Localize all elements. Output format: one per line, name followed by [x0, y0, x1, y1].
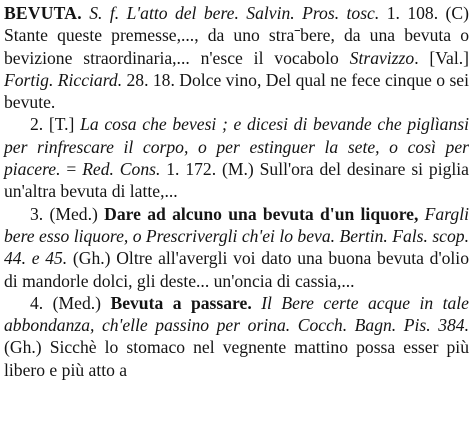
- sense-3-citation: (Gh.) Oltre all'avergli voi dato una buona bevuta d'olio di mandorle dolci, gli deste... un'oncia di cassia,...: [4, 248, 469, 291]
- sense-2-sep: =: [60, 159, 83, 180]
- sense-1-paragraph: [4, 2, 469, 113]
- sense-3-paragraph: [4, 203, 469, 292]
- sense-3-source: Bertin. Fals. scop. 44. e 45.: [4, 225, 469, 269]
- sense-4-paragraph: [4, 292, 469, 381]
- sense-1-definition: L'atto del bere. Salvin. Pros. tosc.: [119, 3, 380, 23]
- sense-4-phrase: Bevuta a passare.: [110, 292, 252, 313]
- sense-3-definition: Fargli bere esso liquore, o Prescrivergli ch'ei lo beva.: [4, 203, 469, 246]
- sense-3-phrase: Dare ad alcuno una bevuta d'un liquore,: [104, 203, 419, 224]
- sense-1-citation-c: 28. 18. Dolce vino, Del qual ne fece cinque o sei bevute.: [4, 69, 469, 113]
- sense-4-number: 4. (Med.): [30, 292, 111, 313]
- sense-2-citation: 1. 172. (M.) Sull'ora del desinare si piglia un'altra bevuta di latte,...: [4, 159, 469, 202]
- sense-4-citation: (Gh.) Sicchè lo stomaco nel vegnente mattino possa esser più libero e più atto a: [4, 337, 469, 380]
- sense-2-paragraph: [4, 113, 469, 202]
- sense-1-source: Fortig. Ricciard.: [4, 69, 123, 90]
- sense-2-number: 2. [T.]: [30, 114, 81, 135]
- sense-3-number: 3. (Med.): [30, 203, 105, 224]
- sense-1-cited-word: Stravizzo: [349, 47, 415, 68]
- part-of-speech: S. f.: [81, 3, 120, 23]
- sense-2-source: Red. Cons.: [82, 159, 161, 180]
- headword: BEVUTA.: [4, 3, 82, 23]
- sense-2-definition: La cosa che bevesi ; e dicesi di bevande che piglìansi per rinfrescare il corpo, o per estinguer la sete, o così per piacere.: [4, 114, 469, 180]
- sense-1-citation-b: . [Val.]: [414, 47, 470, 68]
- sense-4-source: Cocch. Bagn. Pis. 384.: [290, 315, 469, 336]
- sense-1-citation: 1. 108. (C) Stante queste premesse,..., da uno straˉbere, da una bevuta o bevizione straordinaria,... n'esce il vocabolo: [4, 3, 469, 68]
- sense-4-definition: Il Bere certe acque in tale abbondanza, ch'elle passino per orina.: [4, 292, 469, 336]
- dictionary-entry: [4, 2, 469, 381]
